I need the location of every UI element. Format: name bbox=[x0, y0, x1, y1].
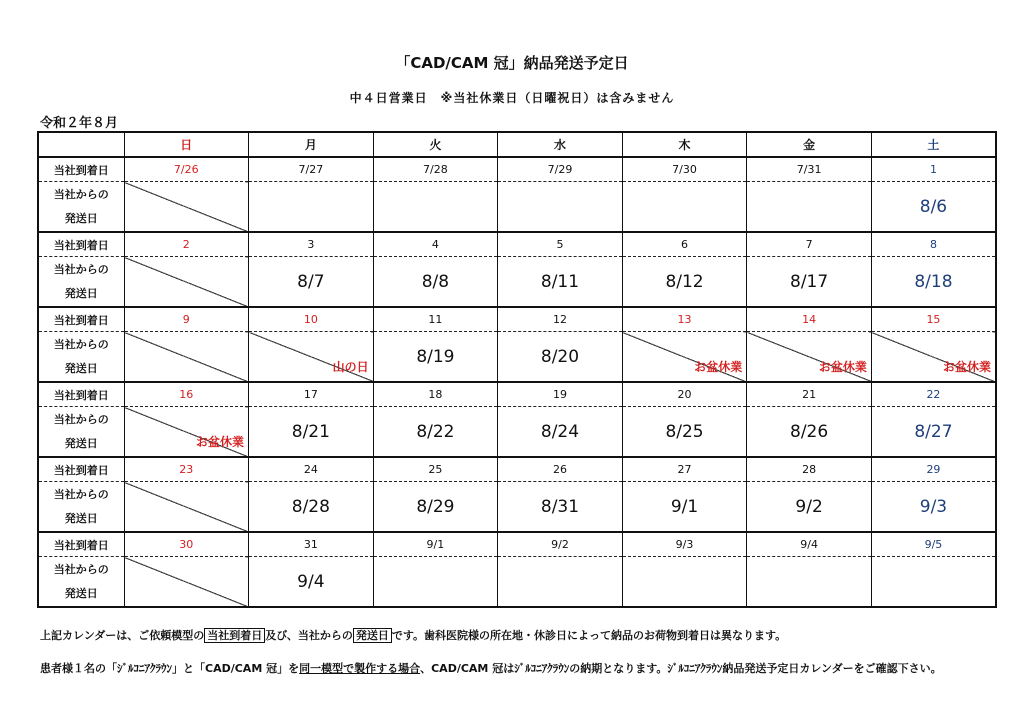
arrival-date-mon: 3 bbox=[249, 232, 374, 257]
weekday-mon: 月 bbox=[249, 132, 374, 157]
arrival-date-sun: 7/26 bbox=[124, 157, 249, 182]
arrival-row bbox=[38, 532, 996, 557]
footer-text: 、CAD/CAM 冠はｼﾞﾙｺﾆｱｸﾗｳﾝの納期となります。ｼﾞﾙｺﾆｱｸﾗｳﾝ納品発送予定日カレンダーをご確認下さい。 bbox=[420, 662, 942, 675]
arrival-date-thu: 9/3 bbox=[622, 532, 747, 557]
arrival-date-sat: 29 bbox=[871, 457, 996, 482]
weekday-wed: 水 bbox=[498, 132, 623, 157]
ship-date-value: 8/21 bbox=[291, 421, 330, 442]
ship-label-line2: 発送日 bbox=[64, 286, 98, 300]
arrival-date-sun: 16 bbox=[124, 382, 249, 407]
arrival-date-thu: 27 bbox=[622, 457, 747, 482]
ship-date-mon bbox=[249, 407, 374, 458]
header-corner bbox=[38, 132, 124, 157]
delivery-calendar bbox=[37, 131, 997, 608]
holiday-note: お盆休業 bbox=[818, 360, 867, 374]
ship-closed-mon bbox=[249, 332, 374, 383]
weekday-fri: 金 bbox=[747, 132, 872, 157]
month-label: 令和２年８月 bbox=[40, 116, 119, 131]
ship-date-value: 8/28 bbox=[291, 496, 330, 517]
ship-date-fri bbox=[747, 257, 872, 308]
footer-text: 上記カレンダーは、ご依頼模型の bbox=[40, 629, 205, 642]
footer-note-2 bbox=[40, 660, 942, 676]
arrival-date-fri: 14 bbox=[747, 307, 872, 332]
ship-closed-sun bbox=[124, 257, 249, 308]
arrival-date-wed: 5 bbox=[498, 232, 623, 257]
arrival-date-wed: 26 bbox=[498, 457, 623, 482]
weekday-header-row bbox=[38, 132, 996, 157]
ship-date-tue bbox=[373, 557, 498, 608]
arrival-date-tue: 9/1 bbox=[373, 532, 498, 557]
arrival-date-wed: 9/2 bbox=[498, 532, 623, 557]
arrival-date-sat: 8 bbox=[871, 232, 996, 257]
arrival-row-label: 当社到着日 bbox=[38, 532, 124, 557]
holiday-note: お盆休業 bbox=[196, 435, 245, 449]
ship-date-sat bbox=[871, 407, 996, 458]
ship-date-wed bbox=[498, 557, 623, 608]
ship-date-value: 8/31 bbox=[540, 496, 580, 517]
ship-date-fri bbox=[747, 182, 872, 233]
holiday-note: お盆休業 bbox=[942, 360, 991, 374]
ship-label-line1: 当社からの bbox=[53, 262, 109, 276]
ship-date-value: 9/2 bbox=[795, 496, 823, 517]
ship-label-line1: 当社からの bbox=[53, 412, 109, 426]
arrival-date-tue: 25 bbox=[373, 457, 498, 482]
ship-date-thu bbox=[622, 182, 747, 233]
ship-date-wed bbox=[498, 332, 623, 383]
arrival-date-sat: 1 bbox=[871, 157, 996, 182]
ship-closed-thu bbox=[622, 332, 747, 383]
arrival-date-tue: 11 bbox=[373, 307, 498, 332]
arrival-date-fri: 7 bbox=[747, 232, 872, 257]
ship-date-value: 8/29 bbox=[416, 496, 455, 517]
page-title: 「CAD/CAM 冠」納品発送予定日 bbox=[395, 54, 629, 72]
ship-date-value: 8/26 bbox=[790, 421, 829, 442]
arrival-date-thu: 7/30 bbox=[622, 157, 747, 182]
ship-row-label bbox=[38, 407, 124, 458]
ship-date-tue bbox=[373, 257, 498, 308]
ship-row bbox=[38, 182, 996, 233]
ship-row bbox=[38, 407, 996, 458]
ship-label-line2: 発送日 bbox=[64, 361, 98, 375]
footer-boxed-ship: 発送日 bbox=[353, 628, 392, 643]
arrival-date-sat: 15 bbox=[871, 307, 996, 332]
arrival-date-mon: 10 bbox=[249, 307, 374, 332]
arrival-date-sun: 30 bbox=[124, 532, 249, 557]
ship-label-line1: 当社からの bbox=[53, 487, 109, 501]
ship-closed-sat bbox=[871, 332, 996, 383]
weekday-thu: 木 bbox=[622, 132, 747, 157]
ship-label-line2: 発送日 bbox=[64, 511, 98, 525]
arrival-date-mon: 31 bbox=[249, 532, 374, 557]
arrival-date-wed: 7/29 bbox=[498, 157, 623, 182]
ship-closed-sun bbox=[124, 332, 249, 383]
arrival-date-sun: 23 bbox=[124, 457, 249, 482]
ship-row bbox=[38, 257, 996, 308]
ship-date-sat bbox=[871, 482, 996, 533]
ship-row-label bbox=[38, 332, 124, 383]
arrival-date-sun: 2 bbox=[124, 232, 249, 257]
footer-text: です。歯科医院様の所在地・休診日によって納品のお荷物到着日は異なります。 bbox=[391, 629, 787, 642]
ship-closed-fri bbox=[747, 332, 872, 383]
arrival-date-wed: 12 bbox=[498, 307, 623, 332]
ship-label-line1: 当社からの bbox=[53, 337, 109, 351]
ship-closed-sun bbox=[124, 407, 249, 458]
ship-date-wed bbox=[498, 482, 623, 533]
page-subtitle: 中４日営業日 ※当社休業日（日曜祝日）は含みません bbox=[349, 91, 675, 105]
ship-date-tue bbox=[373, 482, 498, 533]
arrival-date-tue: 18 bbox=[373, 382, 498, 407]
ship-date-thu bbox=[622, 482, 747, 533]
ship-date-tue bbox=[373, 182, 498, 233]
ship-date-sat bbox=[871, 557, 996, 608]
ship-label-line1: 当社からの bbox=[53, 562, 109, 576]
arrival-row bbox=[38, 457, 996, 482]
footer-text: 及び、当社からの bbox=[265, 629, 353, 642]
ship-date-value: 8/19 bbox=[416, 346, 455, 367]
ship-date-value: 8/6 bbox=[919, 196, 948, 217]
ship-date-value: 8/8 bbox=[421, 271, 450, 292]
ship-row bbox=[38, 482, 996, 533]
ship-label-line1: 当社からの bbox=[53, 187, 109, 201]
ship-date-value: 9/1 bbox=[670, 496, 699, 517]
arrival-date-fri: 21 bbox=[747, 382, 872, 407]
footer-underlined: 同一模型で製作する場合 bbox=[299, 662, 421, 675]
ship-row-label bbox=[38, 557, 124, 608]
weekday-sat: 土 bbox=[871, 132, 996, 157]
ship-label-line2: 発送日 bbox=[64, 211, 98, 225]
arrival-date-mon: 7/27 bbox=[249, 157, 374, 182]
ship-date-wed bbox=[498, 407, 623, 458]
ship-closed-sun bbox=[124, 557, 249, 608]
ship-date-mon bbox=[249, 482, 374, 533]
arrival-date-fri: 28 bbox=[747, 457, 872, 482]
ship-date-value: 8/25 bbox=[665, 421, 704, 442]
ship-date-tue bbox=[373, 332, 498, 383]
arrival-date-sat: 22 bbox=[871, 382, 996, 407]
weekday-sun: 日 bbox=[124, 132, 249, 157]
ship-row bbox=[38, 332, 996, 383]
arrival-date-thu: 20 bbox=[622, 382, 747, 407]
ship-date-value: 8/11 bbox=[540, 271, 580, 292]
ship-row-label bbox=[38, 257, 124, 308]
arrival-date-tue: 7/28 bbox=[373, 157, 498, 182]
arrival-row bbox=[38, 157, 996, 182]
arrival-date-tue: 4 bbox=[373, 232, 498, 257]
arrival-row bbox=[38, 232, 996, 257]
ship-row-label bbox=[38, 182, 124, 233]
ship-label-line2: 発送日 bbox=[64, 436, 98, 450]
arrival-date-mon: 24 bbox=[249, 457, 374, 482]
arrival-row-label: 当社到着日 bbox=[38, 457, 124, 482]
arrival-date-thu: 6 bbox=[622, 232, 747, 257]
ship-date-value: 8/18 bbox=[914, 271, 953, 292]
ship-date-value: 8/20 bbox=[540, 346, 580, 367]
footer-text: 患者様１名の「ｼﾞﾙｺﾆｱｸﾗｳﾝ」と「CAD/CAM 冠」を bbox=[40, 662, 300, 675]
ship-date-sat bbox=[871, 257, 996, 308]
holiday-note: お盆休業 bbox=[694, 360, 743, 374]
ship-date-value: 8/12 bbox=[665, 271, 704, 292]
arrival-row-label: 当社到着日 bbox=[38, 232, 124, 257]
arrival-row-label: 当社到着日 bbox=[38, 307, 124, 332]
ship-date-value: 8/22 bbox=[416, 421, 455, 442]
arrival-date-wed: 19 bbox=[498, 382, 623, 407]
arrival-date-sat: 9/5 bbox=[871, 532, 996, 557]
holiday-note: 山の日 bbox=[332, 360, 369, 374]
ship-closed-sun bbox=[124, 182, 249, 233]
footer-boxed-arrival: 当社到着日 bbox=[204, 628, 265, 643]
ship-date-tue bbox=[373, 407, 498, 458]
ship-date-value: 9/3 bbox=[919, 496, 948, 517]
arrival-date-fri: 7/31 bbox=[747, 157, 872, 182]
ship-row-label bbox=[38, 482, 124, 533]
footer-note-1 bbox=[40, 627, 786, 643]
arrival-date-sun: 9 bbox=[124, 307, 249, 332]
arrival-date-mon: 17 bbox=[249, 382, 374, 407]
ship-date-mon bbox=[249, 257, 374, 308]
ship-date-wed bbox=[498, 182, 623, 233]
ship-date-sat bbox=[871, 182, 996, 233]
ship-label-line2: 発送日 bbox=[64, 586, 98, 600]
weekday-tue: 火 bbox=[373, 132, 498, 157]
arrival-row bbox=[38, 307, 996, 332]
ship-date-value: 9/4 bbox=[297, 571, 325, 592]
arrival-row-label: 当社到着日 bbox=[38, 157, 124, 182]
ship-date-fri bbox=[747, 557, 872, 608]
ship-date-mon bbox=[249, 182, 374, 233]
ship-date-thu bbox=[622, 407, 747, 458]
ship-date-thu bbox=[622, 557, 747, 608]
ship-date-mon bbox=[249, 557, 374, 608]
arrival-date-fri: 9/4 bbox=[747, 532, 872, 557]
ship-date-wed bbox=[498, 257, 623, 308]
arrival-date-thu: 13 bbox=[622, 307, 747, 332]
ship-closed-sun bbox=[124, 482, 249, 533]
ship-date-value: 8/24 bbox=[540, 421, 580, 442]
arrival-row bbox=[38, 382, 996, 407]
ship-date-value: 8/27 bbox=[914, 421, 953, 442]
ship-date-fri bbox=[747, 482, 872, 533]
ship-date-fri bbox=[747, 407, 872, 458]
ship-date-value: 8/7 bbox=[297, 271, 325, 292]
ship-date-thu bbox=[622, 257, 747, 308]
ship-row bbox=[38, 557, 996, 608]
arrival-row-label: 当社到着日 bbox=[38, 382, 124, 407]
ship-date-value: 8/17 bbox=[790, 271, 829, 292]
